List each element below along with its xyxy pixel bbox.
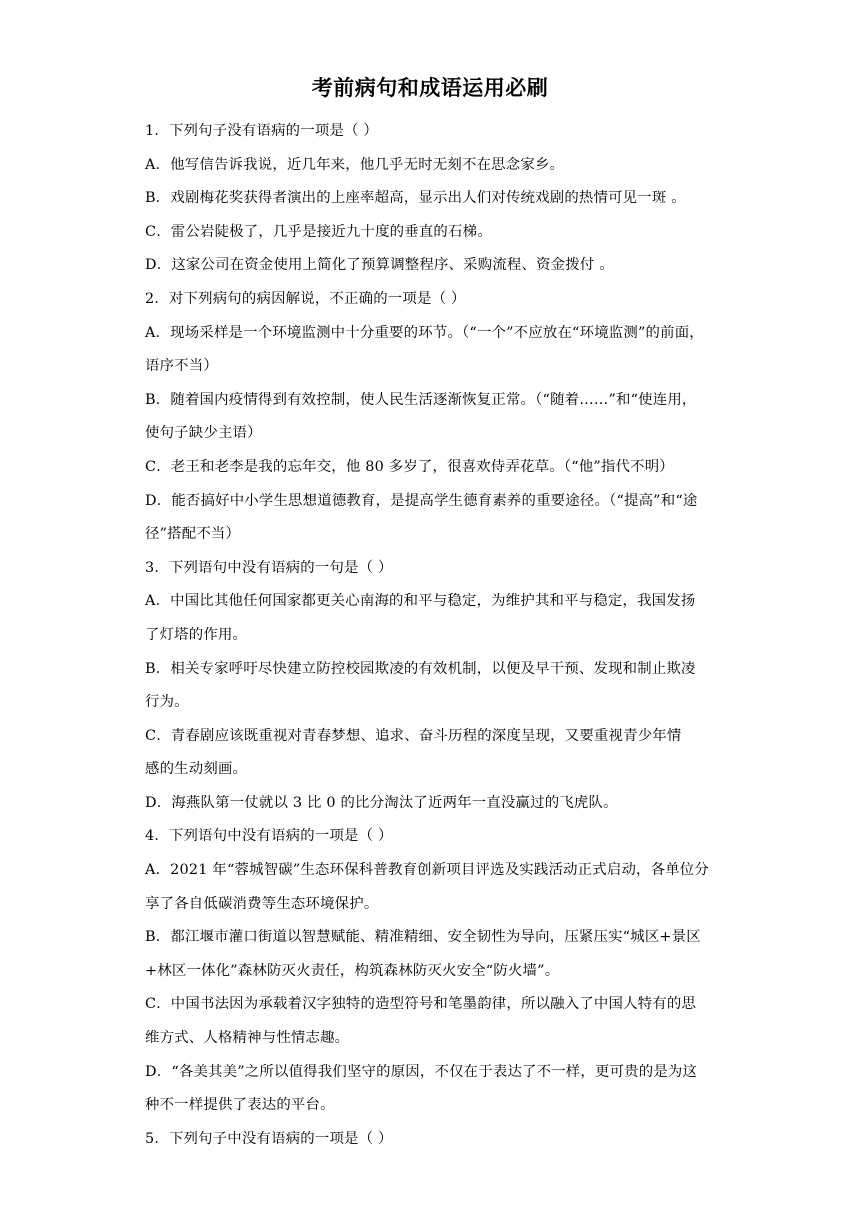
question-3-option-d: D．海燕队第一仗就以 3 比 0 的比分淘汰了近两年一直没赢过的飞虎队。 [145,794,618,811]
question-4-stem: 4．下列语句中没有语病的一项是（ ） [145,828,393,845]
question-2-option-b: B．随着国内疫情得到有效控制，使人民生活逐渐恢复正常。（“随着……”和“使连用， [145,391,697,408]
question-2-option-d: D．能否搞好中小学生思想道德教育，是提高学生德育素养的重要途径。（“提高”和“途 [145,492,698,509]
question-1-option-c: C．雷公岩陡极了，几乎是接近九十度的垂直的石梯。 [145,223,492,240]
question-2-option-c: C．老王和老李是我的忘年交，他 80 多岁了，很喜欢侍弄花草。（“他”指代不明） [145,458,674,475]
question-2-stem: 2．对下列病句的病因解说，不正确的一项是（ ） [145,290,466,307]
question-4-option-d: D．“各美其美”之所以值得我们坚守的原因，不仅在于表达了不一样，更可贵的是为这 [145,1063,698,1080]
question-2-option-d-cont: 径”搭配不当） [145,526,241,543]
question-4-option-a: A．2021 年“蓉城智碳”生态环保科普教育创新项目评选及实践活动正式启动，各单位分 [145,862,709,879]
question-3-option-a: A．中国比其他任何国家都更关心南海的和平与稳定，为维护其和平与稳定，我国发扬 [145,593,696,610]
question-3-stem: 3．下列语句中没有语病的一句是（ ） [145,559,393,576]
question-4-option-a-cont: 享了各自低碳消费等生态环境保护。 [145,895,379,912]
page-title: 考前病句和成语运用必刷 [311,76,549,100]
question-4-option-b: B．都江堰市灌口街道以智慧赋能、精准精细、安全韧性为导向，压紧压实“城区+景区 [145,929,701,946]
question-3-option-a-cont: 了灯塔的作用。 [145,626,248,643]
question-1-option-b: B．戏剧梅花奖获得者演出的上座率超高，显示出人们对传统戏剧的热情可见一斑 。 [145,190,686,207]
question-2-option-b-cont: 使句子缺少主语） [145,425,262,442]
question-5-stem: 5．下列句子中没有语病的一项是（ ） [145,1130,393,1147]
question-3-option-c: C．青春剧应该既重视对青春梦想、追求、奋斗历程的深度呈现，又要重视青少年情 [145,727,682,744]
question-1-option-d: D．这家公司在资金使用上简化了预算调整程序、采购流程、资金拨付 。 [145,257,614,274]
question-4-option-c-cont: 维方式、人格精神与性情志趣。 [145,1030,350,1047]
question-3-option-c-cont: 感的生动刻画。 [145,761,248,778]
question-3-option-b: B．相关专家呼吁尽快建立防控校园欺凌的有效机制，以便及早干预、发现和制止欺凌 [145,660,696,677]
question-list [145,115,720,1156]
question-4-option-b-cont: +林区一体化”森林防灭火责任，构筑森林防灭火安全“防火墙”。 [145,962,560,979]
question-1-stem: 1．下列句子没有语病的一项是（ ） [145,123,378,139]
question-1-option-a: A．他写信告诉我说，近几年来，他几乎无时无刻不在思念家乡。 [145,156,565,173]
question-3-option-b-cont: 行为。 [145,694,189,711]
question-4-option-d-cont: 种不一样提供了表达的平台。 [145,1097,335,1114]
question-4-option-c: C．中国书法因为承载着汉字独特的造型符号和笔墨韵律，所以融入了中国人特有的思 [145,996,697,1013]
question-2-option-a-cont: 语序不当） [145,358,218,375]
question-2-option-a: A．现场采样是一个环境监测中十分重要的环节。（“一个”不应放在“环境监测”的前面， [145,324,704,341]
